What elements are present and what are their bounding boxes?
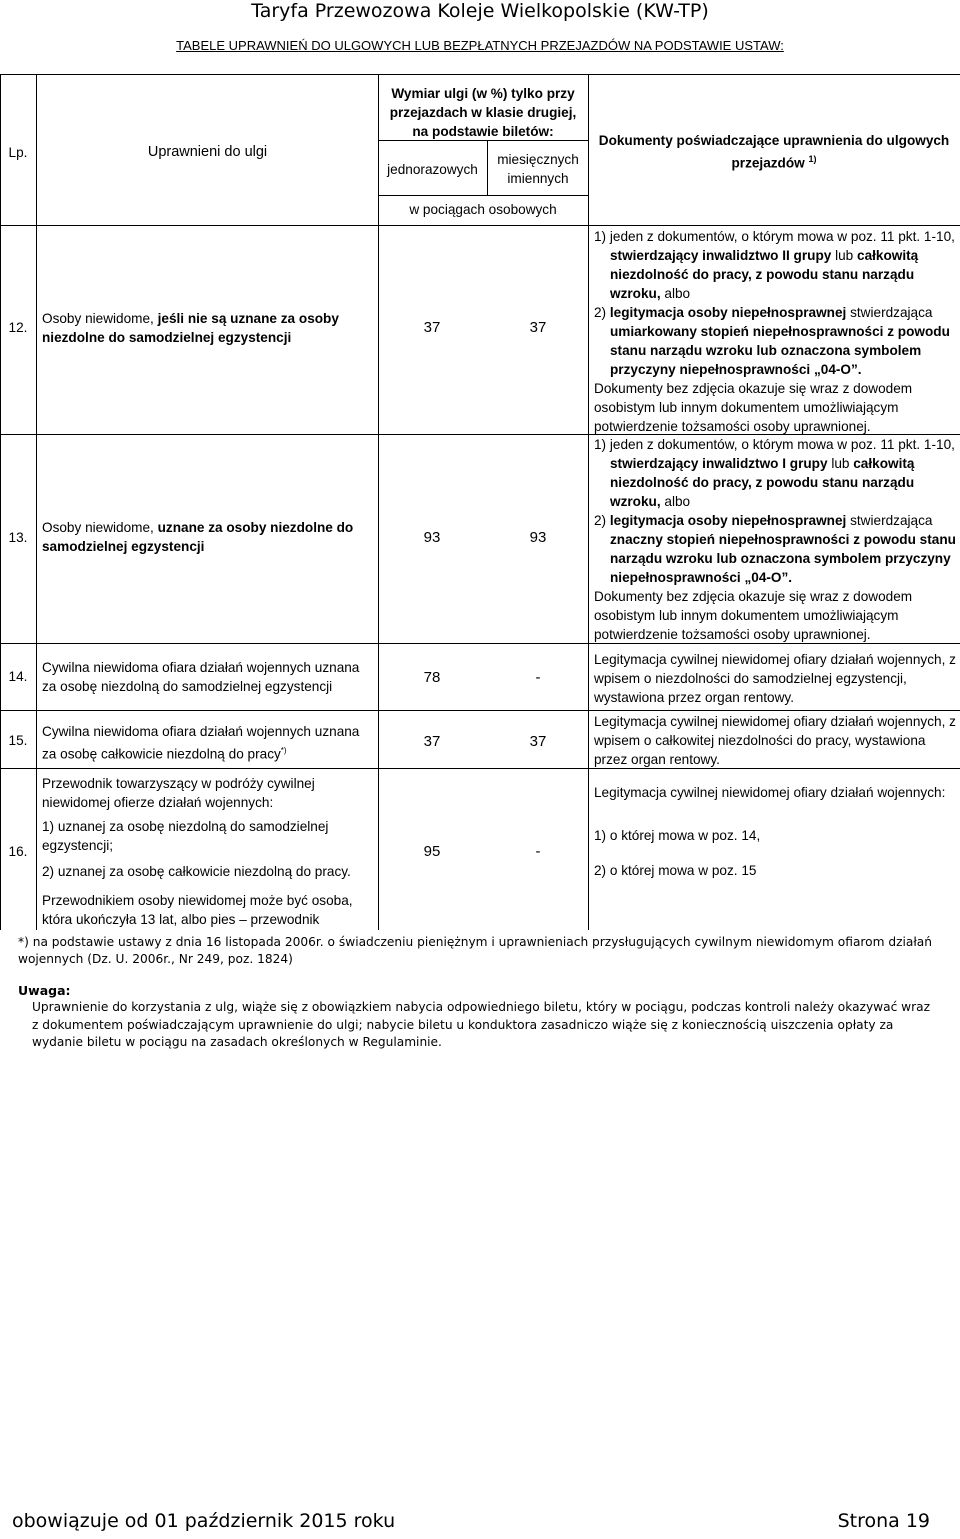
doc-text-bold: legitymacja osoby niepełnosprawnej: [609, 305, 847, 320]
row-documents: [594, 227, 956, 436]
row-single: 93: [423, 529, 441, 546]
header-entitled: Uprawnieni do ulgi: [147, 144, 268, 160]
footer-page-number: Strona 19: [837, 1510, 930, 1532]
doc-text-bold: legitymacja osoby niepełnosprawnej: [609, 513, 847, 528]
row-documents: Legitymacja cywilnej niewidomej ofiary działań wojennych, z wpisem o całkowitej niezdolności do pracy, wystawiona przez organ rentowy.: [594, 714, 956, 767]
doc-text: Dokumenty bez zdjęcia okazuje się wraz z dowodem osobistym lub innym dokumentem umożliwiającym potwierdzenie tożsamości osoby uprawnionej.: [594, 381, 913, 434]
doc-text: Dokumenty bez zdjęcia okazuje się wraz z dowodem osobistym lub innym dokumentem umożliwiającym potwierdzenie tożsamości osoby uprawnionej.: [594, 589, 913, 642]
row-documents: Legitymacja cywilnej niewidomej ofiary działań wojennych, z wpisem o niezdolności do samodzielnej egzystencji, wystawiona przez organ rentowy.: [594, 652, 956, 705]
row-single: 37: [423, 733, 441, 750]
row-entitled-item-2: 2) uznanej za osobę całkowicie niezdolną do pracy.: [42, 864, 351, 879]
row-single: 95: [423, 843, 441, 860]
doc-text: albo: [660, 286, 691, 301]
doc-text: stwierdzająca: [846, 305, 933, 320]
row-entitled: [42, 518, 362, 556]
header-documents-label: Dokumenty poświadczające uprawnienia do ulgowych przejazdów: [598, 133, 950, 171]
row-documents-item-1: 1) o której mowa w poz. 14,: [594, 828, 761, 843]
row-documents-item-2: 2) o której mowa w poz. 15: [594, 863, 757, 878]
row-lp: 14.: [8, 669, 28, 684]
note-title: Uwaga:: [18, 983, 71, 998]
row-entitled: [42, 309, 362, 347]
doc-text-bold: znaczny stopień niepełnosprawności z powodu stanu narządu wzroku lub oznaczona symbolem przyczyny niepełnosprawności „04-O”.: [610, 532, 956, 585]
header-documents-sup: 1): [808, 154, 817, 164]
doc-text: 1) jeden z dokumentów, o którym mowa w poz. 11 pkt. 1-10,: [594, 437, 955, 452]
row-documents: [594, 435, 956, 644]
row-entitled: Cywilna niewidoma ofiara działań wojennych uznana za osobę niezdolną do samodzielnej egzystencji: [42, 660, 360, 694]
header-discount: Wymiar ulgi (w %) tylko przy przejazdach w klasie drugiej, na podstawie biletów:: [389, 86, 577, 139]
row-entitled: [42, 722, 372, 764]
row-entitled-item-1: 1) uznanej za osobę niezdolną do samodzielnej egzystencji;: [42, 819, 329, 853]
doc-text: lub: [831, 248, 858, 263]
row-monthly: -: [535, 843, 541, 860]
doc-text: stwierdzająca: [846, 513, 933, 528]
document-title: Taryfa Przewozowa Koleje Wielkopolskie (KW-TP): [251, 0, 709, 22]
header-lp: Lp.: [8, 145, 28, 160]
doc-text-bold: stwierdzający inwalidztwo II grupy: [610, 248, 832, 263]
footer-valid-from: obowiązuje od 01 październik 2015 roku: [12, 1510, 396, 1532]
row-entitled-plain: Osoby niewidome,: [42, 311, 158, 326]
row-entitled-guide-note: Przewodnikiem osoby niewidomej może być osoba, która ukończyła 13 lat, albo pies – przewodnik: [42, 893, 353, 927]
document-subtitle: TABELE UPRAWNIEŃ DO ULGOWYCH LUB BEZPŁATNYCH PRZEJAZDÓW NA PODSTAWIE USTAW:: [176, 38, 784, 53]
row-entitled-text: Cywilna niewidoma ofiara działań wojennych uznana za osobę całkowicie niezdolną do pracy: [42, 724, 360, 762]
header-monthly: miesięcznych imiennych: [497, 152, 579, 186]
row-lp: 15.: [8, 733, 28, 748]
row-lp: 12.: [8, 320, 28, 335]
row-single: 37: [423, 319, 441, 336]
subheader-trains: w pociągach osobowych: [409, 202, 557, 217]
row-entitled-bold: jeśli nie są uznane za osoby niezdolne do samodzielnej egzystencji: [42, 311, 339, 345]
doc-text-bold: stwierdzający inwalidztwo I grupy: [610, 456, 828, 471]
doc-text-bold: całkowitą niezdolność do pracy, z powodu stanu narządu wzroku,: [610, 456, 915, 509]
row-entitled-sup: *): [280, 746, 287, 755]
row-single: 78: [423, 669, 441, 686]
row-entitled-bold: uznane za osoby niezdolne do samodzielnej egzystencji: [42, 520, 354, 554]
row-entitled-intro: Przewodnik towarzyszący w podróży cywilnej niewidomej ofierze działań wojennych:: [42, 776, 315, 810]
row-lp: 16.: [8, 844, 28, 859]
row-monthly: -: [535, 669, 541, 686]
doc-text-bold: całkowitą niezdolność do pracy, z powodu stanu narządu wzroku,: [610, 248, 919, 301]
row-monthly: 37: [529, 319, 547, 336]
doc-text: 1) jeden z dokumentów, o którym mowa w poz. 11 pkt. 1-10,: [594, 229, 955, 244]
doc-text: albo: [660, 494, 691, 509]
doc-text-bold: umiarkowany stopień niepełnosprawności z powodu stanu narządu wzroku lub oznaczona symbolem przyczyny niepełnosprawności „04-O”.: [610, 324, 950, 377]
row-entitled-plain: Osoby niewidome,: [42, 520, 158, 535]
doc-text: 2): [594, 305, 610, 320]
footnote: *) na podstawie ustawy z dnia 16 listopada 2006r. o świadczeniu pieniężnym i uprawnieniach przysługujących cywilnym niewidomym ofiarom działań wojennych (Dz. U. 2006r., Nr 249, poz. 1824): [18, 935, 932, 966]
doc-text: 2): [594, 513, 610, 528]
note-text: Uprawnienie do korzystania z ulg, wiąże się z obowiązkiem nabycia odpowiedniego biletu, który w pociągu, podczas kontroli należy okazywać wraz z dokumentem poświadczającym uprawnienie do ulgi; nabycie biletu u konduktora zasadniczo wiąże się z koniecznością uiszczenia opłaty za wydanie biletu w pociągu na zasadach określonych w Regulaminie.: [32, 1000, 931, 1049]
doc-text: lub: [827, 456, 854, 471]
row-monthly: 37: [529, 733, 547, 750]
row-documents-intro: Legitymacja cywilnej niewidomej ofiary działań wojennych:: [594, 785, 946, 800]
row-monthly: 93: [529, 529, 547, 546]
header-single: jednorazowych: [387, 162, 478, 177]
row-lp: 13.: [8, 530, 28, 545]
header-documents: [594, 131, 954, 173]
